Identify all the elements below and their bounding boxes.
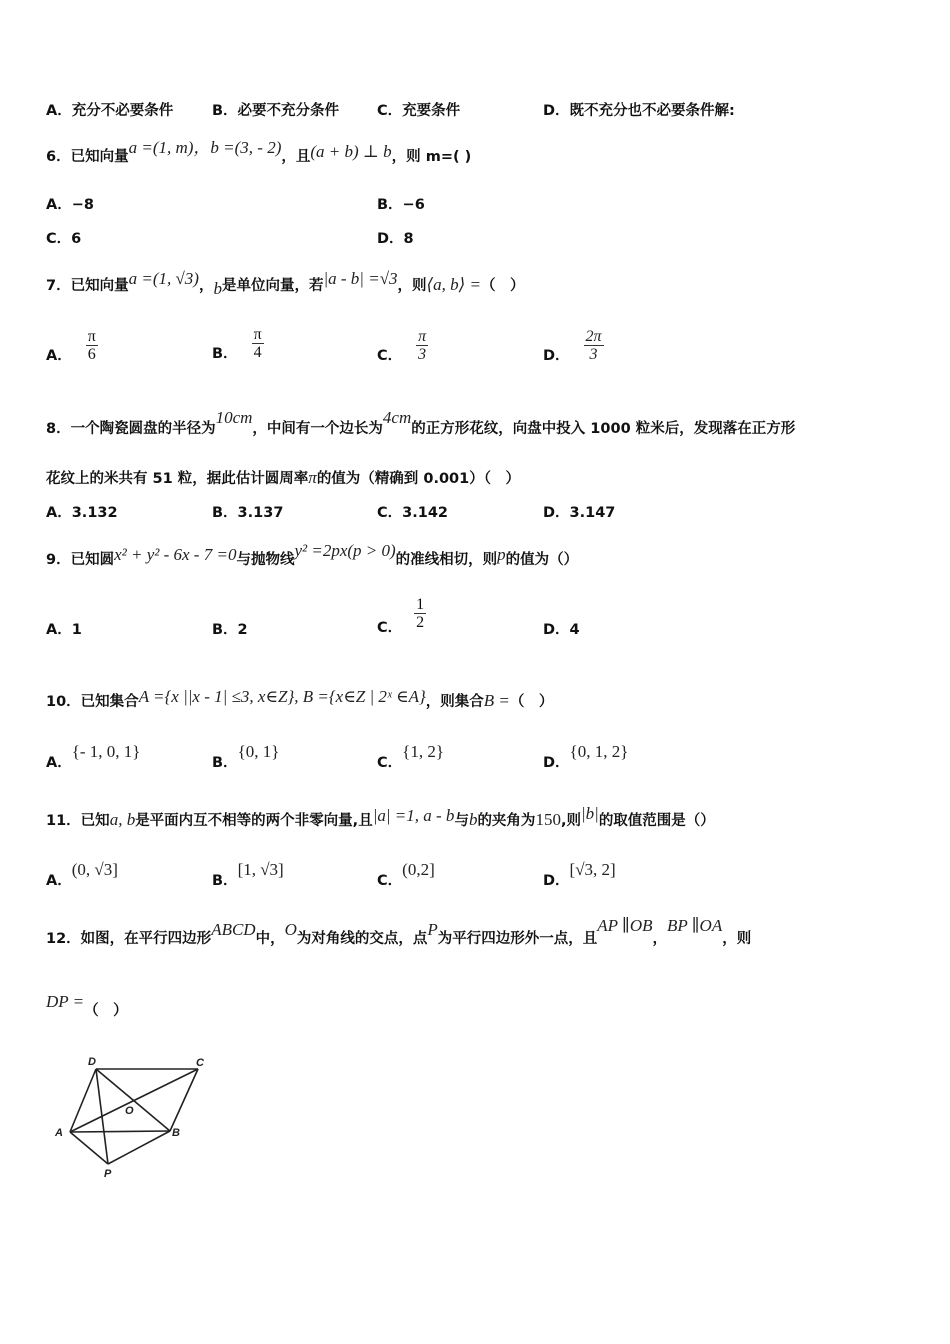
q8-option-b: B．3.137	[212, 505, 284, 521]
edge-ad	[70, 1069, 96, 1132]
q8-math-radius: 10cm	[215, 408, 253, 427]
q8-math-pi: π	[308, 468, 317, 487]
q5-option-a: A．充分不必要条件	[46, 103, 174, 119]
q9-option-a: A．1	[46, 622, 82, 638]
label-a: A	[55, 1127, 63, 1139]
q7-option-b-frac	[252, 326, 264, 361]
label-p: P	[104, 1168, 112, 1180]
q8-prefix: 8．一个陶瓷圆盘的半径为	[46, 421, 216, 437]
q7-math-a: a =(1, √3)	[128, 269, 199, 288]
q8-math-side: 4cm	[382, 408, 412, 427]
q6-prefix: 6．已知向量	[46, 149, 129, 165]
q7-option-c-den: 3	[418, 346, 427, 363]
q6-option-c: C．6	[46, 231, 82, 247]
q12-math-abcd: ABCD	[211, 920, 256, 939]
diagonal-db	[96, 1069, 170, 1131]
q8-line2-suffix: 的值为（精确到 0.001）（ ）	[316, 471, 520, 487]
q9-math-parabola: y² =2px(p > 0)	[294, 541, 396, 560]
q12-mid2: 为对角线的交点，点	[296, 931, 428, 947]
q12-stem-line2	[46, 992, 128, 1021]
q6-option-d: D．8	[377, 231, 414, 247]
label-o: O	[125, 1105, 134, 1117]
q10-math-setA: A ={x ||x - 1| ≤3, x∈Z}, B =	[138, 687, 329, 706]
q6-suffix: ，则 m=( )	[391, 149, 472, 165]
q9-option-c-den: 2	[416, 614, 425, 631]
q12-math-ap-ob: AP ∥OB	[597, 916, 653, 935]
q9-stem	[46, 541, 579, 570]
q11-option-d-math: [√3, 2]	[569, 860, 616, 879]
q9-option-c-frac	[414, 596, 426, 631]
q7-option-a-frac	[86, 328, 98, 363]
q7-option-a-label: A．	[46, 347, 72, 364]
q10-option-c-label: C．	[377, 755, 403, 771]
q11-option-d-label: D．	[543, 873, 570, 889]
q11-stem	[46, 804, 715, 831]
q10-prefix: 10．已知集合	[46, 694, 139, 710]
q10-option-a-math: {- 1, 0, 1}	[71, 742, 141, 761]
q6-option-a: A．−8	[46, 197, 94, 213]
segment-ap	[70, 1132, 108, 1164]
q11-math-cond: |a| =1, a - b	[372, 806, 455, 825]
q6-stem	[46, 138, 472, 167]
q6-math-perp: (a + b) ⊥ b	[310, 142, 392, 161]
edge-cb	[170, 1069, 198, 1131]
q7-option-a	[46, 328, 98, 363]
q10-option-c	[377, 742, 444, 771]
q12-math-o: O	[284, 920, 297, 939]
q10-option-a	[46, 742, 141, 771]
q10-math-setB: {x∈Z | 2ˣ ∈A}	[328, 687, 426, 706]
q8-option-d: D．3.147	[543, 505, 616, 521]
q11-option-b-label: B．	[212, 873, 238, 889]
q12-mid1: 中，	[255, 931, 285, 947]
q8-stem-line1	[46, 408, 796, 439]
q6-option-b: B．−6	[377, 197, 425, 213]
q8-mid: ，中间有一个边长为	[252, 421, 383, 437]
q12-mid4: ，	[652, 931, 667, 947]
edge-ab	[70, 1131, 170, 1132]
q7-math-diff: |a - b| =√3	[323, 269, 398, 288]
q12-prefix: 12．如图，在平行四边形	[46, 931, 212, 947]
q12-mid3: 为平行四边形外一点，且	[437, 931, 598, 947]
q11-option-a	[46, 860, 118, 889]
q5-option-d: D．既不充分也不必要条件解:	[543, 103, 735, 119]
q12-mid5: ，则	[722, 931, 752, 947]
q7-option-d-frac	[584, 328, 604, 363]
q11-option-b-math: [1, √3]	[237, 860, 284, 879]
label-b: B	[172, 1127, 180, 1139]
q7-mid2: 是单位向量，若	[221, 278, 324, 294]
q7-option-d-num: 2π	[585, 328, 602, 345]
q11-math-absb: |b|	[580, 804, 599, 823]
q11-option-d	[543, 860, 616, 889]
q11-option-c	[377, 860, 435, 889]
q9-option-c	[377, 596, 426, 636]
q8-suffix1: 的正方形花纹，向盘中投入 1000 粒米后，发现落在正方形	[411, 421, 796, 437]
q9-suffix: 的值为（）	[505, 552, 579, 568]
q10-option-d-label: D．	[543, 755, 570, 771]
q11-mid2: 与	[454, 813, 469, 829]
q7-option-a-den: 6	[87, 346, 96, 363]
q12-math-p: P	[427, 920, 438, 939]
q7-option-c-label: C．	[377, 347, 403, 364]
q7-suffix: （ ）	[481, 278, 525, 294]
q10-suffix: （ ）	[509, 694, 554, 710]
q11-math-ab: a, b	[109, 810, 136, 829]
q9-math-p: p	[497, 545, 506, 564]
q8-option-c: C．3.142	[377, 505, 449, 521]
q6-math-vectors: a =(1, m)，b =(3, - 2)	[128, 138, 282, 157]
q7-option-c-frac	[416, 328, 428, 363]
q7-math-b: b	[213, 279, 222, 298]
q7-option-b	[212, 326, 264, 361]
q6-mid: ，且	[281, 149, 311, 165]
segment-dp	[96, 1069, 108, 1164]
q7-stem	[46, 269, 525, 298]
q12-parallelogram-figure	[50, 1052, 220, 1182]
q12-line2-suffix: （ ）	[84, 1003, 128, 1019]
q10-mid: ，则集合	[425, 694, 484, 710]
q11-suffix: 的取值范围是（）	[598, 813, 715, 829]
q9-mid: 与抛物线	[236, 552, 295, 568]
q12-math-bp-oa: BP ∥OA	[666, 916, 723, 935]
q11-math-b: b	[468, 810, 478, 829]
q7-math-angle: ⟨a, b⟩ =	[426, 275, 482, 294]
q9-option-c-label: C．	[377, 619, 403, 636]
q10-option-c-math: {1, 2}	[402, 742, 444, 761]
label-c: C	[196, 1057, 204, 1069]
q10-option-b-label: B．	[212, 755, 238, 771]
q7-option-c	[377, 328, 428, 363]
q7-option-b-num: π	[253, 326, 262, 343]
q7-mid3: ，则	[397, 278, 427, 294]
q11-option-a-label: A．	[46, 873, 72, 889]
q8-stem-line2	[46, 468, 520, 489]
q7-option-b-label: B．	[212, 345, 238, 362]
q10-option-a-label: A．	[46, 755, 72, 771]
q7-option-d-label: D．	[543, 347, 570, 364]
q11-option-b	[212, 860, 284, 889]
q9-option-b: B．2	[212, 622, 248, 638]
q11-prefix: 11．已知	[46, 813, 110, 829]
q10-option-b-math: {0, 1}	[237, 742, 280, 761]
q9-option-c-num: 1	[416, 596, 425, 613]
q10-option-b	[212, 742, 280, 771]
q7-mid1: ，	[198, 278, 214, 294]
q12-stem	[46, 916, 752, 949]
q9-math-circle: x² + y² - 6x - 7 =0	[114, 545, 237, 564]
segment-bp	[108, 1131, 170, 1164]
label-d: D	[88, 1056, 96, 1068]
q11-mid3: 的夹角为	[477, 813, 536, 829]
q10-math-B: B =	[483, 691, 510, 710]
q10-option-d-math: {0, 1, 2}	[569, 742, 629, 761]
q7-option-b-den: 4	[253, 344, 262, 361]
q11-math-150: 150	[535, 810, 561, 829]
q7-option-a-num: π	[87, 328, 96, 345]
q10-option-d	[543, 742, 629, 771]
q5-option-b: B．必要不充分条件	[212, 103, 340, 119]
q11-option-c-math: (0,2]	[402, 860, 435, 879]
q8-option-a: A．3.132	[46, 505, 118, 521]
q7-option-d	[543, 328, 604, 363]
q10-stem	[46, 687, 554, 712]
q9-option-d: D．4	[543, 622, 580, 638]
q11-option-c-label: C．	[377, 873, 403, 889]
q7-option-d-den: 3	[589, 346, 598, 363]
q7-option-c-num: π	[418, 328, 427, 345]
q12-math-dp: DP =	[46, 992, 85, 1011]
q7-prefix: 7．已知向量	[46, 278, 129, 294]
q11-mid1: 是平面内互不相等的两个非零向量,且	[135, 813, 373, 829]
q9-mid2: 的准线相切，则	[395, 552, 498, 568]
q9-prefix: 9．已知圆	[46, 552, 115, 568]
q11-option-a-math: (0, √3]	[71, 860, 118, 879]
q8-line2-prefix: 花纹上的米共有 51 粒，据此估计圆周率	[46, 471, 309, 487]
q11-mid4: ,则	[560, 813, 581, 829]
q5-option-c: C．充要条件	[377, 103, 461, 119]
